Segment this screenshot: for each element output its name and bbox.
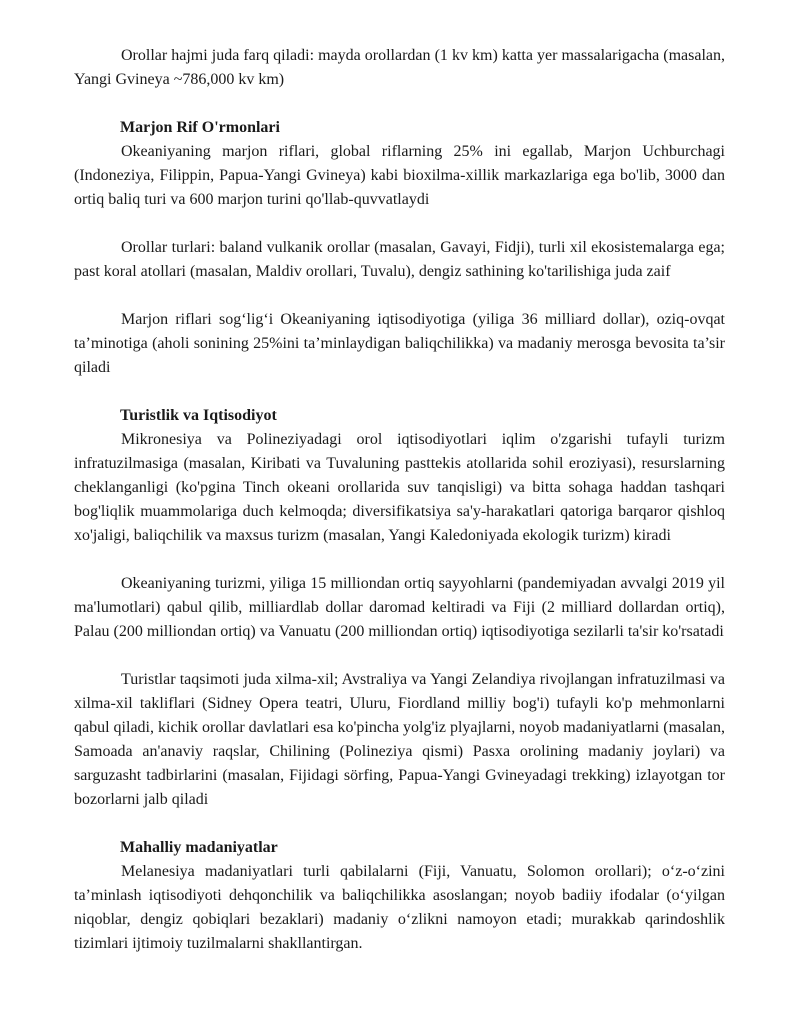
paragraph-tourism-stats: Okeaniyaning turizmi, yiliga 15 milliondan ortiq sayyohlarni (pandemiyadan avvalgi 2019 yil ma'lumotlari) qabul qilib, milliardlab dollar daromad keltiradi va Fiji (2 milliard dollardan ortiq), Palau (200 milliondan ortiq) va Vanuatu (200 milliondan ortiq) iqtisodiyotiga sezilarli ta'sir ko'rsatadi	[74, 575, 725, 640]
paragraph-island-economies: Mikronesiya va Polineziyadagi orol iqtisodiyotlari iqlim o'zgarishi tufayli turizm infratuzilmasiga (masalan, Kiribati va Tuvaluning pasttekis atollarida sohil eroziyasi), resurslarning cheklanganligi (ko'pgina Tinch okeani orollarida suv tanqisligi) va bitta sohaga haddan tashqari bog'liqlik muammolariga duch kelmoqda; diversifikatsiya sa'y-harakatlari qatoriga barqaror qishloq xo'jaligi, baliqchilik va maxsus turizm (masalan, Yangi Kaledoniyada ekologik turizm) kiradi	[74, 431, 725, 544]
paragraph-island-sizes: Orollar hajmi juda farq qiladi: mayda orollardan (1 kv km) katta yer massalarigacha (masalan, Yangi Gvineya ~786,000 kv km)	[74, 47, 725, 88]
paragraph-island-types: Orollar turlari: baland vulkanik orollar (masalan, Gavayi, Fidji), turli xil ekosistemalarga ega; past koral atollari (masalan, Maldiv orollari, Tuvalu), dengiz sathining ko'tarilishiga juda zaif	[74, 239, 725, 280]
heading-tourism-economy: Turistlik va Iqtisodiyot	[120, 407, 277, 424]
heading-coral-reef-forests: Marjon Rif O'rmonlari	[120, 119, 280, 136]
heading-local-cultures: Mahalliy madaniyatlar	[120, 839, 278, 856]
paragraph-tourist-distribution: Turistlar taqsimoti juda xilma-xil; Avstraliya va Yangi Zelandiya rivojlangan infratuzilmasi va xilma-xil takliflari (Sidney Opera teatri, Uluru, Fiordland milliy bog'i) tufayli ko'p mehmonlarni qabul qiladi, kichik orollar davlatlari esa ko'pincha yolg'iz plyajlarni, noyob madaniyatlarni (masalan, Samoada an'anaviy raqslar, Chilining (Polineziya qismi) Pasxa orolining madaniy joylari) va sarguzasht tadbirlarini (masalan, Fijidagi sörfing, Papua-Yangi Gvineyadagi trekking) izlayotgan tor bozorlarni jalb qiladi	[74, 671, 725, 808]
paragraph-melanesian-cultures: Melanesiya madaniyatlari turli qabilalarni (Fiji, Vanuatu, Solomon orollari); o‘z-o‘zini ta’minlash iqtisodiyoti dehqonchilik va baliqchilikka asoslangan; noyob badiiy ifodalar (o‘yilgan niqoblar, dengiz qobiqlari bezaklari) madaniy o‘zlikni namoyon etadi; murakkab qarindoshlik tizimlari ijtimoiy tuzilmalarni shakllantirgan.	[74, 863, 725, 952]
document-page	[74, 44, 725, 956]
paragraph-reef-health: Marjon riflari sog‘lig‘i Okeaniyaning iqtisodiyotiga (yiliga 36 milliard dollar), oziq-ovqat ta’minotiga (aholi sonining 25%ini ta’minlaydigan baliqchilikka) va madaniy merosga bevosita ta’sir qiladi	[74, 311, 725, 376]
paragraph-coral-reefs: Okeaniyaning marjon riflari, global riflarning 25% ini egallab, Marjon Uchburchagi (Indoneziya, Filippin, Papua-Yangi Gvineya) kabi bioxilma-xillik markazlariga ega bo'lib, 3000 dan ortiq baliq turi va 600 marjon turini qo'llab-quvvatlaydi	[74, 143, 725, 208]
